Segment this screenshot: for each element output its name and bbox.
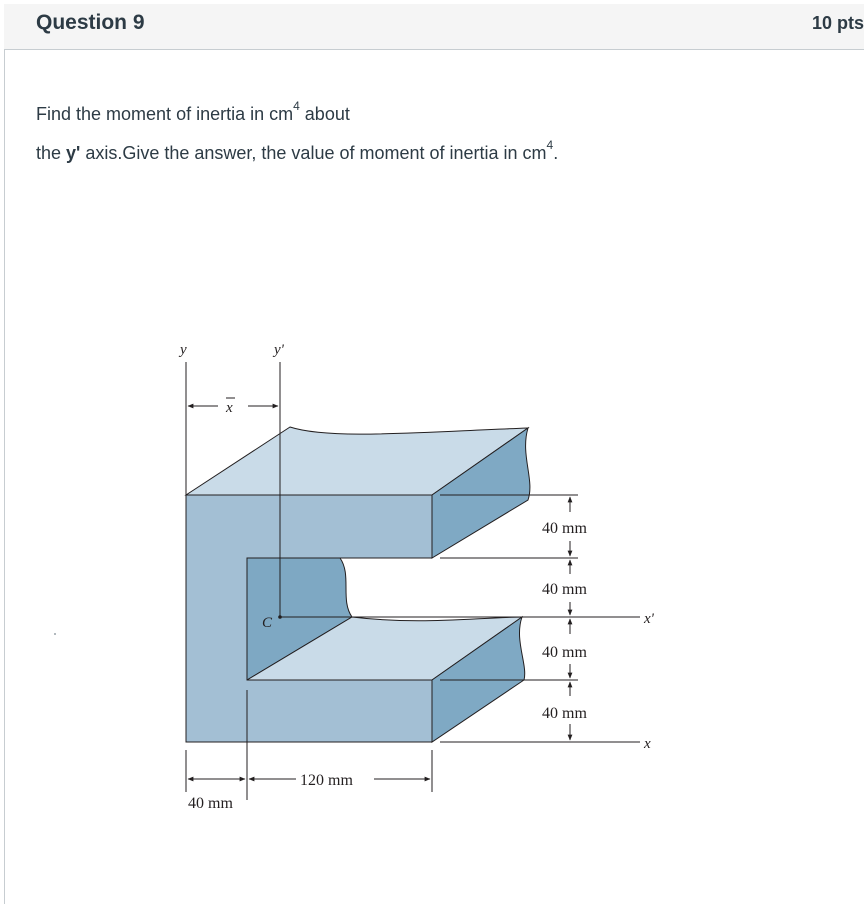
centroid-label: C <box>262 615 273 631</box>
superscript: 4 <box>546 138 554 152</box>
dim-label-thickness: 40 mm <box>188 795 233 812</box>
x-axis-label: x <box>644 736 651 752</box>
axis-name-bold: y' <box>66 143 81 163</box>
dim-label-4: 40 mm <box>542 705 587 722</box>
prompt-text: the <box>36 143 67 163</box>
question-title: Question 9 <box>36 11 145 34</box>
xbar-label: x <box>226 400 233 416</box>
prompt-text: axis.Give the answer, the value of moment of inertia in cm <box>80 143 547 163</box>
dim-label-2: 40 mm <box>542 581 587 598</box>
prompt-text: about <box>299 104 350 124</box>
superscript: 4 <box>293 99 300 113</box>
question-points: 10 pts <box>811 13 864 33</box>
prompt-text: Find the moment of inertia in cm <box>36 104 294 124</box>
dim-label-width: 120 mm <box>300 772 353 789</box>
dim-label-1: 40 mm <box>542 520 587 537</box>
centroid-point <box>278 615 282 619</box>
x-prime-axis-label: x' <box>644 611 654 627</box>
prompt-text: . <box>553 143 559 163</box>
y-axis-label: y <box>180 342 187 358</box>
dim-label-3: 40 mm <box>542 644 587 661</box>
y-prime-axis-label: y' <box>274 342 284 358</box>
